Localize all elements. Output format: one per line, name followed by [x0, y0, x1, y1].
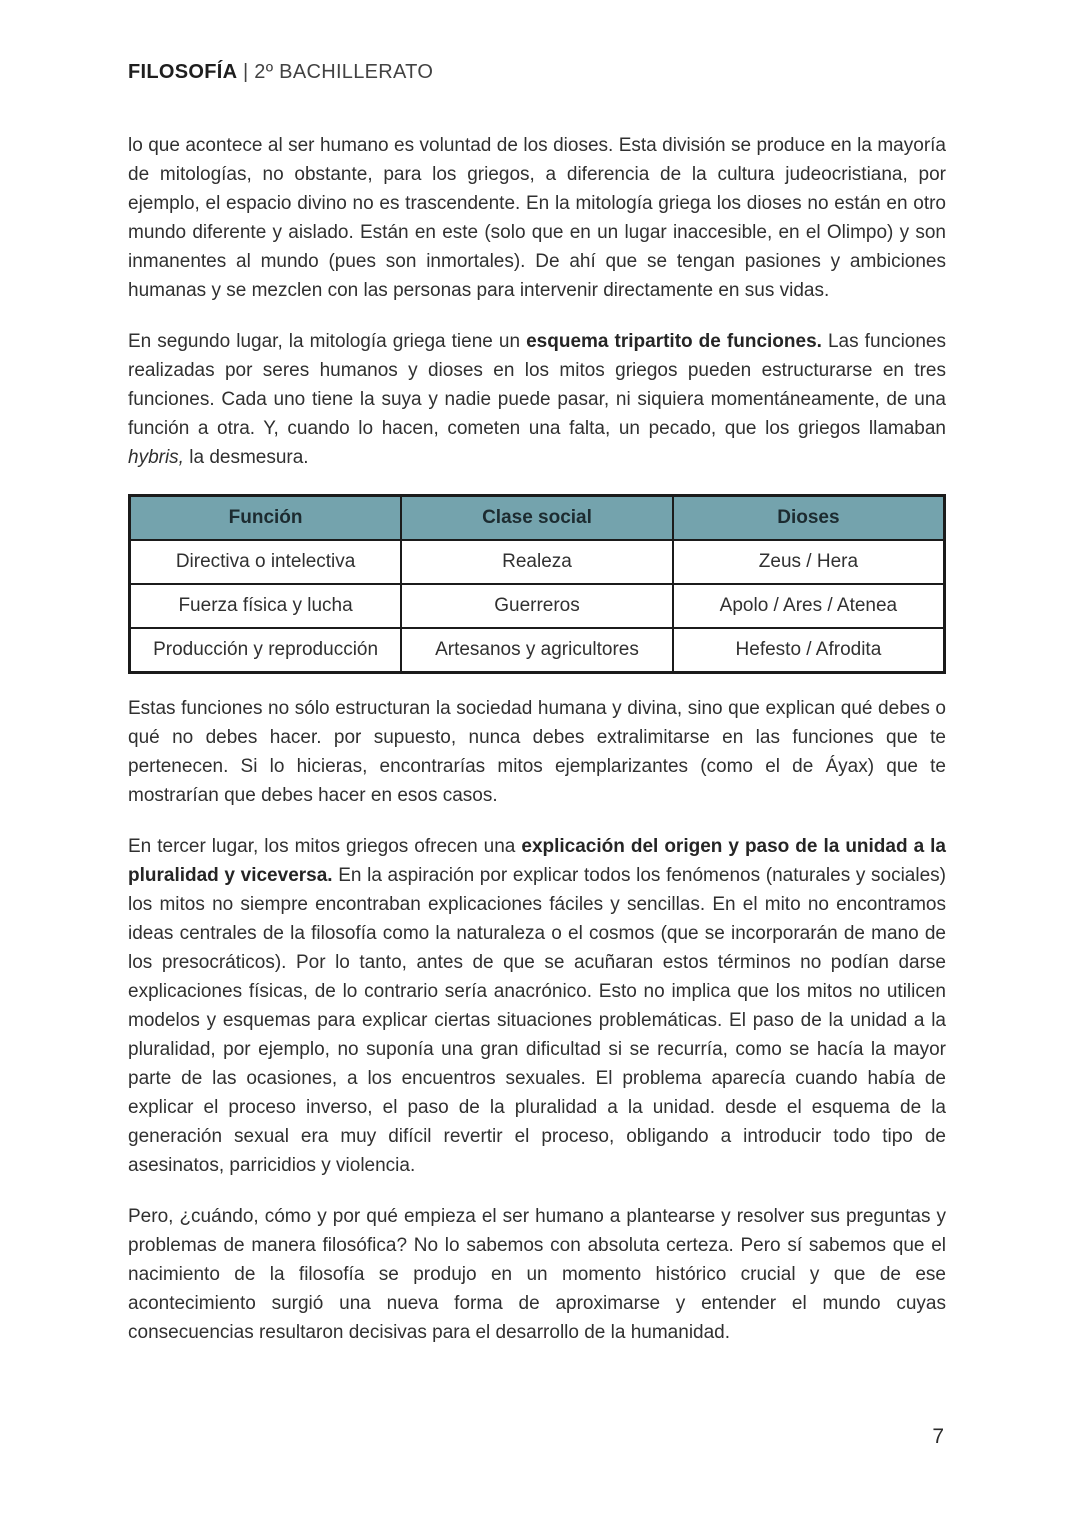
- text-run: Las funciones realizadas por seres humanos y dioses en los mitos griegos pueden estructurarse en tres funciones. Cada uno tiene la suya y nadie puede pasar, ni siquiera momentáneamente, de una función a otra. Y, cuando lo hacen, cometen una falta, un pecado, que los griegos llamaban: [128, 331, 946, 439]
- paragraph-birth-of-philosophy: Pero, ¿cuándo, cómo y por qué empieza el ser humano a plantearse y resolver sus preguntas y problemas de manera filosófica? No lo sabemos con absoluta certeza. Pero sí sabemos que el nacimiento de la filosofía se produjo en un momento histórico crucial y que de ese acontecimiento surgió una nueva forma de aproximarse y entender el mundo cuyas consecuencias resultaron decisivas para el desarrollo de la humanidad.: [128, 1206, 946, 1343]
- table-cell: Realeza: [401, 540, 673, 584]
- paragraph-tripartite-scheme: [128, 327, 946, 472]
- table-cell: Guerreros: [401, 584, 673, 628]
- functions-table: [128, 494, 946, 674]
- functions-table-body: [130, 540, 945, 673]
- text-run: En tercer lugar, los mitos griegos ofrecen una: [128, 836, 522, 857]
- table-cell: Directiva o intelectiva: [130, 540, 402, 584]
- paragraph-divine-will: lo que acontece al ser humano es voluntad de los dioses. Esta división se produce en la mayoría de mitologías, no obstante, para los griegos, a diferencia de la cultura judeocristiana, por ejemplo, el espacio divino no es trascendente. En la mitología griega los dioses no están en otro mundo diferente y aislado. Están en este (solo que en un lugar inaccesible, en el Olimpo) y son inmanentes al mundo (pues son inmortales). De ahí que se tengan pasiones y ambiciones humanas y se mezclen con las personas para intervenir directamente en sus vidas.: [128, 135, 946, 301]
- table-cell: Hefesto / Afrodita: [673, 628, 945, 673]
- table-header-clase-social: Clase social: [401, 496, 673, 541]
- paragraph-functions-structure: Estas funciones no sólo estructuran la sociedad humana y divina, sino que explican qué debes o qué no debes hacer. por supuesto, nunca debes extralimitarse en las funciones que te pertenecen. Si lo hicieras, encontrarías mitos ejemplarizantes (como el de Áyax) que te mostrarían que debes hacer en esos casos.: [128, 698, 946, 806]
- table-header-row: [130, 496, 945, 541]
- table-row: [130, 584, 945, 628]
- table-cell: Artesanos y agricultores: [401, 628, 673, 673]
- header-title: FILOSOFÍA: [128, 61, 238, 83]
- bold-run-tripartite: esquema tripartito de funciones.: [526, 331, 822, 352]
- text-run: En la aspiración por explicar todos los fenómenos (naturales y sociales) los mitos no siempre encontraban explicaciones fáciles y sencillas. En el mito no encontramos ideas centrales de la filosofía como la naturaleza o el cosmos (que se incorporarán de mano de los presocráticos). Por lo tanto, antes de que se acuñaran estos términos no podían darse explicaciones físicas, de lo contrario sería anacrónico. Esto no implica que los mitos no utilicen modelos y esquemas para explicar ciertas situaciones problemáticas. El paso de la unidad a la pluralidad, por ejemplo, no suponía una gran dificultad si se recurría, como se hacía la mayor parte de las ocasiones, a los encuentros sexuales. El problema aparecía cuando había de explicar el proceso inverso, el paso de la pluralidad a la unidad. desde el esquema de la generación sexual era muy difícil revertir el proceso, obligando a introducir todo tipo de asesinatos, parricidios y violencia.: [128, 865, 946, 1176]
- table-cell: Zeus / Hera: [673, 540, 945, 584]
- header-subtitle: | 2º BACHILLERATO: [242, 61, 434, 83]
- table-row: [130, 540, 945, 584]
- page-number: 7: [932, 1425, 944, 1448]
- text-run: En segundo lugar, la mitología griega tiene un: [128, 331, 527, 352]
- italic-run-hybris: hybris,: [128, 447, 184, 468]
- page-header: [128, 60, 946, 84]
- table-row: [130, 628, 945, 673]
- table-cell: Producción y reproducción: [130, 628, 402, 673]
- bold-run-origin-explanation: explicación del origen y paso de la unidad a la pluralidad y viceversa.: [128, 836, 946, 886]
- table-header-dioses: Dioses: [673, 496, 945, 541]
- paragraph-unity-plurality: [128, 832, 946, 1180]
- table-header-funcion: Función: [130, 496, 402, 541]
- functions-table-head: [130, 496, 945, 541]
- table-cell: Apolo / Ares / Atenea: [673, 584, 945, 628]
- table-cell: Fuerza física y lucha: [130, 584, 402, 628]
- text-run: la desmesura.: [183, 447, 309, 468]
